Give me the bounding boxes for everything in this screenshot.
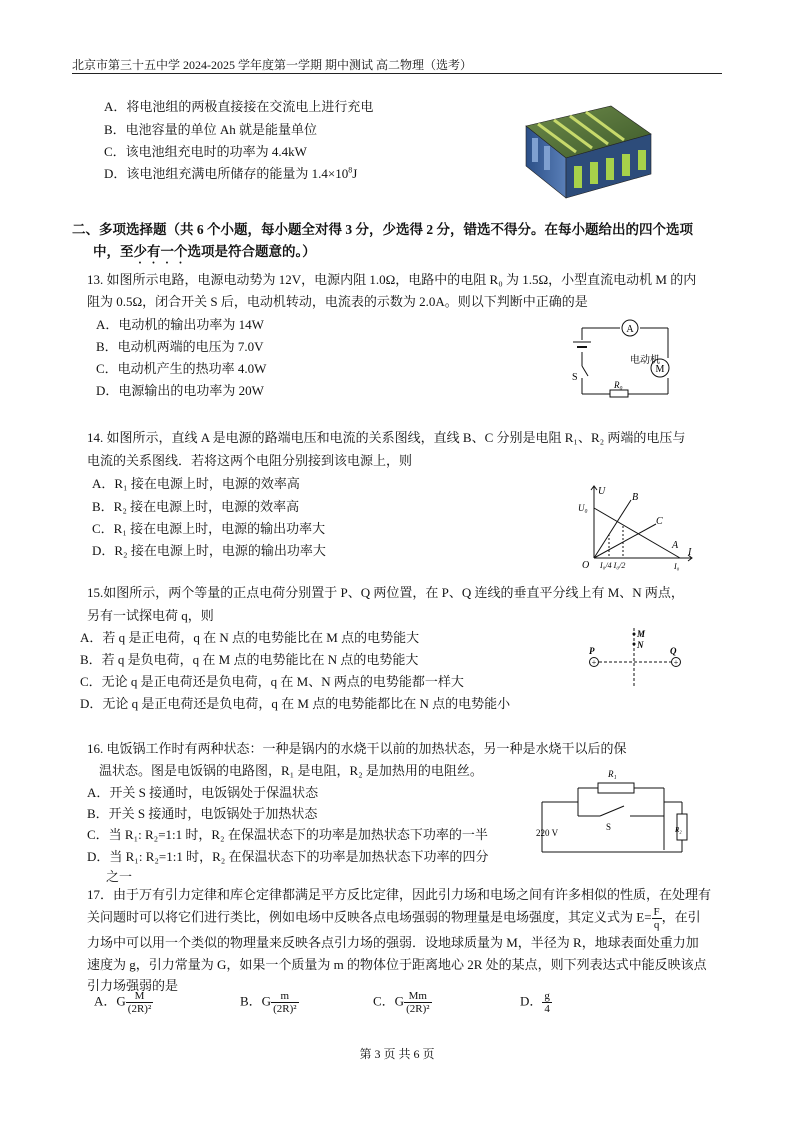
q16-switch-label: S [606,822,612,832]
section2-heading-line1: 二、多项选择题（共 6 个小题，每小题全对得 3 分，少选得 2 分，错选不得分。在每小题给出的四个选项 [72,222,693,237]
q16-option-c: C．当 R₁: R₂=1:1 时，R₂ 在保温状态下的功率是加热状态下功率的一半 [87,827,488,842]
q17-stem-line5: 引力场强弱的是 [87,978,179,993]
q14-option-b: B．R₂ 接在电源上时，电源的效率高 [92,499,300,514]
battery-pack-image [516,96,656,206]
q15-option-a: A．若 q 是正电荷，q 在 N 点的电势能比在 M 点的电势能大 [80,630,420,645]
q15-option-c: C．无论 q 是正电荷还是负电荷，q 在 M、N 两点的电势能都一样大 [80,674,464,689]
q14-line-a-label: A [672,540,679,551]
svg-text:+: + [673,658,679,667]
q13-resistor-label: R₀ [614,380,623,390]
q14-line-c-label: C [656,516,663,527]
q12-option-d: D．该电池组充满电所储存的能量为 $1.4\times 10^8J$ [104,165,358,181]
q16-rice-cooker-circuit [532,760,690,860]
q16-option-d-cont: 之一 [106,869,133,884]
q17-stem-line1: 17．由于万有引力定律和库仑定律都满足平方反比定律，因此引力场和电场之间有许多相似的性质，在处理有 [87,887,712,902]
q15-p-label: P [589,646,595,656]
q16-voltage-label: 220 V [536,828,559,838]
q15-stem-line1: 15.如图所示，两个等量的正点电荷分别置于 P、Q 两位置，在 P、Q 连线的垂直平分线上有 M、N 两点， [87,585,684,600]
header-rule [72,73,722,74]
q14-u0-label: U₀ [578,503,588,513]
q17-stem-line2: 关问题时可以将它们进行类比，例如电场中反映各点电场强弱的物理量是电场强度，其定义式为 E= $\frac{F}{q}$ ，在引 [87,906,701,931]
q14-i0-label: I₀ [674,562,680,571]
q16-option-d: D．当 R₁: R₂=1:1 时，R₂ 在保温状态下的功率是加热状态下功率的四分 [87,849,489,864]
q17-option-d: D． $\frac{g}{4}$ [520,990,550,1015]
page-header: 北京市第三十五中学 2024-2025 学年度第一学期 期中测试 高二物理（选考） [72,58,472,72]
q15-option-d: D．无论 q 是正电荷还是负电荷，q 在 M 点的电势能都比在 N 点的电势能小 [80,696,511,711]
q12-option-c: C．该电池组充电时的功率为 4.4kW [104,144,307,159]
q13-switch-label: S [572,372,578,383]
q15-n-label: N [637,640,644,650]
q17-stem-line4: 速度为 g，引力常量为 G，如果一个质量为 m 的物体位于距离地心 2R 处的某点，则下列表达式中能反映该点 [87,957,707,972]
q13-stem-line1: 13. 如图所示电路，电源电动势为 12V，电源内阻 1.0Ω，电路中的电阻 R₀ 为 1.5Ω，小型直流电动机 M 的内 [87,272,697,287]
q14-option-c: C．R₁ 接在电源上时，电源的输出功率大 [92,521,326,536]
q13-motor-text: 电动机 [630,355,660,366]
q16-r2-label: R₂ [675,826,682,834]
q14-line-b-label: B [632,492,639,503]
q15-option-b: B．若 q 是负电荷，q 在 M 点的电势能比在 N 点的电势能大 [80,652,419,667]
q16-option-a: A．开关 S 接通时，电饭锅处于保温状态 [87,785,319,800]
q17-option-b: B．G $\frac{m}{\text{(2R)²}}$ [240,990,297,1015]
q14-i-axis-label: I [688,547,692,558]
q15-charges-diagram [584,624,688,688]
q13-option-a: A．电动机的输出功率为 14W [96,317,264,332]
q17-option-c: C．G $\frac{Mm}{\text{(2R)²}}$ [373,990,430,1015]
q13-stem-line2: 阻为 0.5Ω，闭合开关 S 后，电动机转动，电流表的示数为 2.0A。则以下判断中正确的是 [87,294,588,309]
q13-option-c: C．电动机产生的热功率 4.0W [96,361,267,376]
q17-stem-line3: 力场中可以用一个类似的物理量来反映各点引力场的强弱．设地球质量为 M，半径为 R，地球表面处重力加 [87,935,699,950]
q16-stem-line2: 温状态。图是电饭锅的电路图，R₁ 是电阻，R₂ 是加热用的电阻丝。 [99,763,483,778]
q14-stem-line1: 14. 如图所示，直线 A 是电源的路端电压和电流的关系图线，直线 B、C 分别是电阻 R₁、R₂ 两端的电压与 [87,430,686,445]
q17-option-a: A．G $\frac{M}{\text{(2R)²}}$ [94,990,152,1015]
q16-stem-line1: 16. 电饭锅工作时有两种状态：一种是锅内的水烧干以前的加热状态，另一种是水烧干以后的保 [87,741,627,756]
q15-stem-line2: 另有一试探电荷 q，则 [87,608,214,623]
q12-option-a: A．将电池组的两极直接接在交流电上进行充电 [104,99,374,114]
q12-option-b: B．电池容量的单位 Ah 就是能量单位 [104,122,318,137]
q14-ui-graph [576,480,698,572]
q16-option-b: B．开关 S 接通时，电饭锅处于加热状态 [87,806,318,821]
q14-i-ticks: I₀/4 I₀/2 [600,561,626,570]
svg-text:+: + [591,658,597,667]
q16-r1-label: R₁ [608,769,617,779]
q15-m-label: M [637,629,646,639]
page-footer: 第 3 页 共 6 页 [359,1047,435,1061]
q14-origin-label: O [582,560,590,571]
q15-q-label: Q [670,646,677,656]
q13-circuit-diagram [570,318,690,400]
section2-heading-line2: 中，至少有一个选项是符合题意的。） [93,244,316,259]
q14-stem-line2: 电流的关系图线．若将这两个电阻分别接到该电源上，则 [87,453,413,468]
q13-motor-symbol: M [655,364,665,375]
q14-u-axis-label: U [598,486,606,497]
q13-option-d: D．电源输出的电功率为 20W [96,383,264,398]
q13-option-b: B．电动机两端的电压为 7.0V [96,339,264,354]
q14-option-d: D．R₂ 接在电源上时，电源的输出功率大 [92,543,326,558]
q14-option-a: A．R₁ 接在电源上时，电源的效率高 [92,476,300,491]
q13-ammeter-label: A [626,324,634,335]
